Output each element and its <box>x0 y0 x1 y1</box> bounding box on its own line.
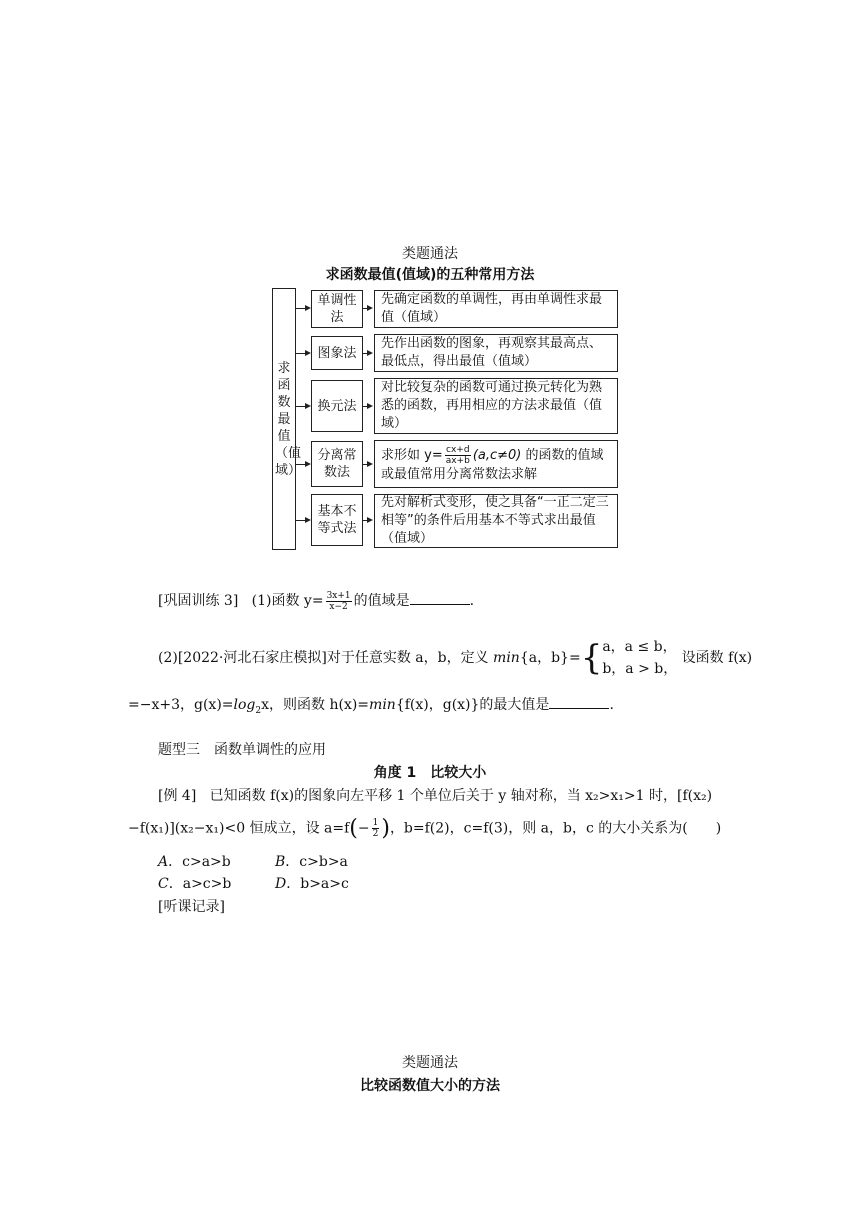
option-b: B．c>b>a <box>275 854 348 870</box>
piecewise-cases: a，a ≤ b， b，a > b， <box>602 639 678 677</box>
angle-heading: 角度 1 比较大小 <box>373 765 487 781</box>
method-box-graph <box>311 336 363 370</box>
option-c: C．a>c>b <box>158 876 232 892</box>
section-title-2: 比较函数值大小的方法 <box>360 1078 500 1094</box>
example-line-2: −f(x₁)](x₂−x₁)<0 恒成立，设 a=f(− $\frac{1}{2}$ )，b=f(2)，c=f(3)，则 a，b，c 的大小关系为( ) <box>128 816 722 841</box>
fraction: $\frac{cx+d}{ax+b}$ <box>445 444 470 466</box>
method-desc-text: 求形如 y= $\frac{cx+d}{ax+b}$ (a,c≠0) 的函数的值域或最值常用分离常数法求解 <box>381 444 604 482</box>
method-name: 换元法 <box>317 398 357 414</box>
section-title-1: 求函数最值(值域)的五种常用方法 <box>325 267 535 283</box>
method-name: 单调性法 <box>317 293 357 325</box>
method-desc-text: 对比较复杂的函数可通过换元转化为熟悉的函数，再用相应的方法求最值（值域） <box>381 380 603 431</box>
method-box-substitution <box>311 380 363 432</box>
method-name: 图象法 <box>317 345 357 361</box>
method-desc-separate-constant <box>374 440 618 488</box>
method-name: 基本不等式法 <box>317 504 357 536</box>
exercise-part-2: (2)[2022·河北石家庄模拟]对于任意实数 a，b，定义 min{a，b}={ a，a ≤ b， b，a > b， 设函数 f(x) <box>158 638 753 678</box>
method-desc-inequality <box>374 494 618 548</box>
option-d: D．b>a>c <box>275 876 349 892</box>
section-heading-1: 类题通法 <box>402 246 458 262</box>
section-heading-2: 类题通法 <box>402 1055 458 1071</box>
method-box-separate-constant <box>311 441 363 487</box>
method-box-monotonic <box>311 290 363 328</box>
answer-blank <box>549 696 609 709</box>
lecture-notes-label: [听课记录] <box>158 899 225 915</box>
method-box-inequality <box>311 494 363 546</box>
type3-heading: 题型三 函数单调性的应用 <box>158 742 326 758</box>
method-desc-text: 先作出函数的图象，再观察其最高点、最低点，得出最值（值域） <box>381 336 603 369</box>
exercise-part-2-line-2: =−x+3，$g(x)=\log_2x$，则函数 h(x)=min{f(x)，g(x)}的最大值是 . <box>128 697 614 716</box>
diagram-root-box <box>272 288 302 550</box>
exercise-part-1: [巩固训练 3] (1)函数 y= $\frac{3x+1}{x-2}$ 的值域是 . <box>158 590 475 612</box>
example-line-1: [例 4] 已知函数 f(x)的图象向左平移 1 个单位后关于 y 轴对称，当 x₂>x₁>1 时，[f(x₂) <box>158 788 713 804</box>
method-desc-graph <box>374 334 618 372</box>
diagram-root-label: 求函数最值（值域） <box>275 360 302 478</box>
option-a: A．c>a>b <box>158 854 231 870</box>
answer-blank <box>410 592 470 605</box>
method-desc-monotonic <box>374 290 618 328</box>
method-name: 分离常数法 <box>317 448 357 480</box>
method-desc-text: 先对解析式变形，使之具备“一正二定三相等”的条件后用基本不等式求出最值（值域） <box>381 495 609 546</box>
method-desc-substitution <box>374 378 618 434</box>
method-desc-text: 先确定函数的单调性，再由单调性求最值（值域） <box>381 292 603 325</box>
